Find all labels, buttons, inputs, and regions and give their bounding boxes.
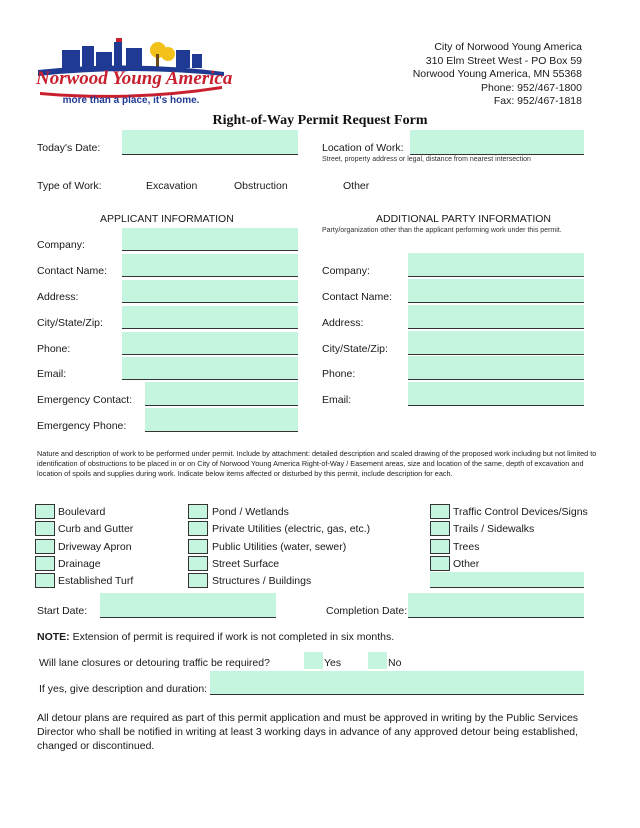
checkbox-driveway-apron[interactable] — [35, 539, 55, 554]
location-hint: Street, property address or legal, distance from nearest intersection — [322, 156, 531, 163]
applicant-city-state-zip-label: City/State/Zip: — [37, 317, 103, 329]
checkbox-boulevard[interactable] — [35, 504, 55, 519]
additional-phone-field[interactable] — [408, 356, 584, 380]
checkbox-boulevard-label: Boulevard — [58, 506, 106, 518]
note-text: Extension of permit is required if work is not completed in six months. — [69, 631, 395, 643]
checkbox-drainage-label: Drainage — [58, 558, 101, 570]
checkbox-pond-wetlands[interactable] — [188, 504, 208, 519]
completion-date-label: Completion Date: — [326, 605, 408, 617]
type-option-excavation[interactable]: Excavation — [146, 180, 198, 192]
detour-description-field[interactable] — [210, 671, 584, 695]
checkbox-curb-and-gutter[interactable] — [35, 521, 55, 536]
type-option-other[interactable]: Other — [343, 180, 370, 192]
note-label: NOTE: — [37, 631, 70, 643]
additional-city-state-zip-label: City/State/Zip: — [322, 343, 388, 355]
contact-line-2: 310 Elm Street West - PO Box 59 — [425, 54, 582, 67]
checkbox-public-utilities[interactable] — [188, 539, 208, 554]
city-contact-block — [413, 41, 582, 109]
checkbox-public-utilities-label: Public Utilities (water, sewer) — [212, 541, 347, 553]
lane-closure-question: Will lane closures or detouring traffic be required? — [39, 657, 270, 669]
applicant-contact-name-label: Contact Name: — [37, 265, 108, 277]
todays-date-field[interactable] — [122, 130, 298, 155]
emergency-contact-field[interactable] — [145, 382, 298, 406]
city-logo — [36, 36, 233, 108]
emergency-phone-field[interactable] — [145, 408, 298, 432]
applicant-phone-label: Phone: — [37, 343, 71, 355]
contact-line-1: City of Norwood Young America — [434, 41, 582, 53]
type-of-work-label: Type of Work: — [37, 180, 102, 192]
additional-contact-name-field[interactable] — [408, 279, 584, 303]
checkbox-traffic-control[interactable] — [430, 504, 450, 519]
checkbox-established-turf-label: Established Turf — [58, 575, 134, 587]
checkbox-street-surface[interactable] — [188, 556, 208, 571]
checkbox-trails-sidewalks-label: Trails / Sidewalks — [453, 523, 535, 535]
checkbox-drainage[interactable] — [35, 556, 55, 571]
checkbox-street-surface-label: Street Surface — [212, 558, 280, 570]
detour-plan-notice: All detour plans are required as part of this permit application and must be approved in writing by the Public Services Director who shall be notified in writing at least 3 working days in advance of any approved detour being established, changed or discontinued. — [37, 712, 579, 752]
applicant-address-label: Address: — [37, 291, 79, 303]
contact-line-5: Fax: 952/467-1818 — [493, 95, 582, 107]
todays-date-label: Today's Date: — [37, 142, 101, 154]
detour-description-label: If yes, give description and duration: — [39, 683, 208, 695]
additional-email-label: Email: — [322, 394, 352, 406]
type-option-obstruction[interactable]: Obstruction — [234, 180, 288, 192]
applicant-address-field[interactable] — [122, 280, 298, 303]
checkbox-other[interactable] — [430, 556, 450, 571]
contact-line-3: Norwood Young America, MN 55368 — [412, 68, 582, 80]
contact-line-4: Phone: 952/467-1800 — [480, 81, 582, 94]
checkbox-established-turf[interactable] — [35, 573, 55, 588]
checkbox-structures-buildings[interactable] — [188, 573, 208, 588]
lane-closure-yes-box[interactable] — [304, 652, 323, 669]
checkbox-curb-and-gutter-label: Curb and Gutter — [58, 523, 134, 535]
note-line — [37, 631, 394, 643]
additional-company-label: Company: — [322, 265, 370, 277]
checkbox-private-utilities[interactable] — [188, 521, 208, 536]
emergency-contact-label: Emergency Contact: — [37, 394, 133, 406]
applicant-contact-name-field[interactable] — [122, 254, 298, 277]
additional-phone-label: Phone: — [322, 368, 356, 380]
lane-closure-no-box[interactable] — [368, 652, 387, 669]
emergency-phone-label: Emergency Phone: — [37, 420, 127, 432]
start-date-label: Start Date: — [37, 605, 88, 617]
additional-city-state-zip-field[interactable] — [408, 331, 584, 355]
applicant-company-label: Company: — [37, 239, 85, 251]
location-of-work-label: Location of Work: — [322, 142, 404, 154]
checkbox-trees[interactable] — [430, 539, 450, 554]
applicant-city-state-zip-field[interactable] — [122, 306, 298, 329]
additional-address-field[interactable] — [408, 305, 584, 329]
location-of-work-field[interactable] — [410, 130, 584, 155]
checkbox-driveway-apron-label: Driveway Apron — [58, 541, 132, 553]
checkbox-pond-wetlands-label: Pond / Wetlands — [212, 506, 289, 518]
checkbox-other-label: Other — [453, 558, 480, 570]
checkbox-trails-sidewalks[interactable] — [430, 521, 450, 536]
checkbox-private-utilities-label: Private Utilities (electric, gas, etc.) — [212, 523, 371, 535]
additional-email-field[interactable] — [408, 382, 584, 406]
other-description-field[interactable] — [430, 572, 584, 588]
nature-of-work-text: Nature and description of work to be performed under permit. Include by attachment: detailed description and scaled drawing of the proposed work including but not limited to identification of obstructions to be placed in or on City of Norwood Young America Right-of-Way / Easement areas, size and location of the same, depth of excavation and location of spoils and supplies during work. Indicate below items affected or disturbed by this permit, include description for each. — [37, 449, 597, 479]
completion-date-field[interactable] — [408, 593, 584, 618]
start-date-field[interactable] — [100, 593, 276, 618]
checkbox-traffic-control-label: Traffic Control Devices/Signs — [453, 506, 588, 518]
form-title: Right-of-Way Permit Request Form — [212, 113, 428, 128]
additional-address-label: Address: — [322, 317, 364, 329]
lane-closure-yes-label: Yes — [324, 657, 342, 669]
logo-name: Norwood Young America — [36, 68, 233, 89]
additional-party-hint: Party/organization other than the applicant performing work under this permit. — [322, 227, 562, 234]
checkbox-trees-label: Trees — [453, 541, 480, 553]
applicant-phone-field[interactable] — [122, 332, 298, 355]
lane-closure-no-label: No — [388, 657, 402, 669]
applicant-company-field[interactable] — [122, 228, 298, 251]
additional-contact-name-label: Contact Name: — [322, 291, 393, 303]
additional-party-heading: ADDITIONAL PARTY INFORMATION — [376, 213, 552, 225]
logo-tagline: more than a place, it's home. — [62, 95, 200, 106]
applicant-email-label: Email: — [37, 368, 67, 380]
applicant-heading: APPLICANT INFORMATION — [100, 213, 234, 225]
additional-company-field[interactable] — [408, 253, 584, 277]
applicant-email-field[interactable] — [122, 357, 298, 380]
checkbox-structures-buildings-label: Structures / Buildings — [212, 575, 312, 587]
